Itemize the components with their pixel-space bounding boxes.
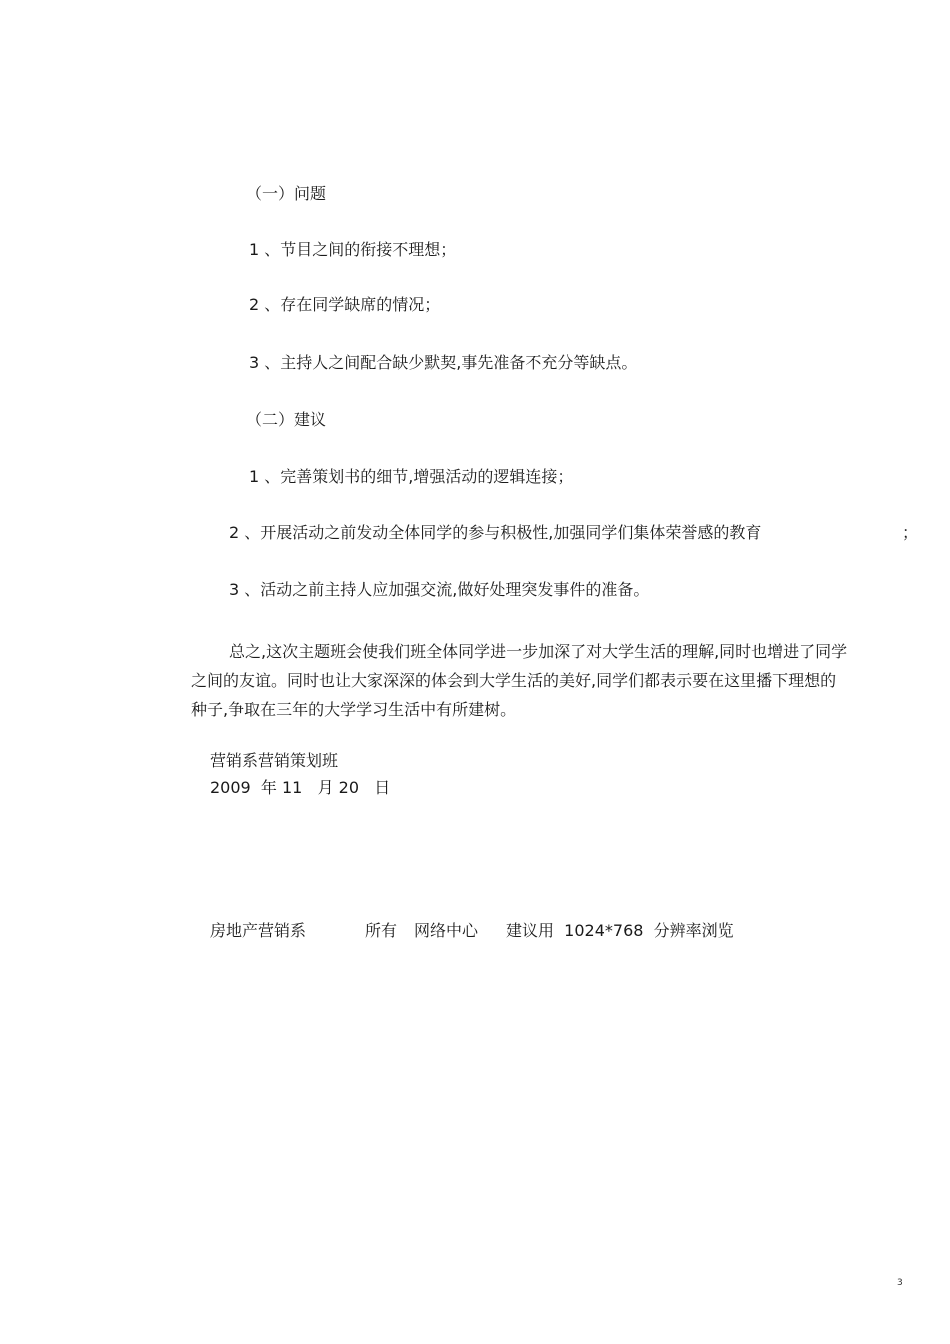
footer-center: 网络中心 bbox=[414, 921, 479, 940]
signature-date: 2009 年 11 月 20 日 bbox=[210, 778, 391, 797]
problem-item-1: 1 、节目之间的衔接不理想； bbox=[249, 240, 457, 259]
problems-heading: （一）问题 bbox=[246, 184, 327, 203]
footer-advice: 建议用 1024*768 分辨率浏览 bbox=[506, 921, 734, 940]
suggestion-item-3: 3 、活动之前主持人应加强交流,做好处理突发事件的准备。 bbox=[229, 580, 650, 599]
summary-text: 总之,这次主题班会使我们班全体同学进一步加深了对大学生活的理解,同时也增进了同学之间的友谊。同时也让大家深深的体会到大学生活的美好,同学们都表示要在这里播下理想的种子,争取在三年的大学学习生活中有所建树。 bbox=[191, 642, 848, 719]
page-number: 3 bbox=[897, 1278, 903, 1288]
summary-paragraph bbox=[191, 637, 851, 724]
suggestions-heading: （二）建议 bbox=[246, 410, 327, 429]
suggestion-item-2: 2 、开展活动之前发动全体同学的参与积极性,加强同学们集体荣誉感的教育 bbox=[229, 523, 762, 542]
problem-item-3: 3 、主持人之间配合缺少默契,事先准备不充分等缺点。 bbox=[249, 353, 638, 372]
problem-item-2: 2 、存在同学缺席的情况； bbox=[249, 295, 441, 314]
suggestion-item-1: 1 、完善策划书的细节,增强活动的逻辑连接； bbox=[249, 467, 574, 486]
footer-dept: 房地产营销系 bbox=[210, 921, 307, 940]
footer-rights: 所有 bbox=[365, 921, 398, 940]
signature-org: 营销系营销策划班 bbox=[210, 751, 339, 770]
suggestion-item-2-tail: ； bbox=[902, 523, 919, 542]
